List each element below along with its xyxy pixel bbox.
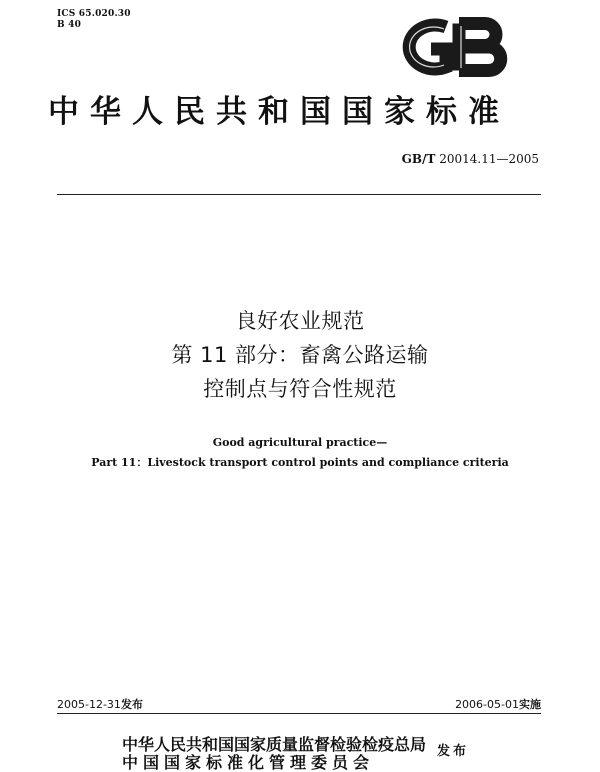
ics-code: ICS 65.020.30 [57, 9, 131, 19]
chinese-title [0, 304, 600, 406]
issue-date [57, 698, 143, 711]
publish-label: 发布 [437, 744, 470, 759]
english-title [0, 433, 600, 473]
gb-logo-g [409, 25, 446, 69]
english-title-line-1: Good agricultural practice— [212, 436, 388, 449]
issuer-aqsiq: 中华人民共和国国家质量监督检验检疫总局 [122, 735, 427, 754]
implementation-date [455, 698, 541, 711]
chinese-title-line-2: 第 11 部分：畜禽公路运输 [171, 343, 429, 367]
chinese-title-line-1: 良好农业规范 [235, 309, 365, 333]
english-title-line-2: Part 11：Livestock transport control points and compliance criteria [91, 456, 509, 469]
standard-number [402, 151, 539, 167]
top-divider [57, 194, 541, 195]
chinese-title-line-3: 控制点与符合性规范 [203, 377, 397, 401]
bottom-divider [57, 713, 541, 714]
classification-codes [57, 9, 131, 31]
national-standard-title: 中华人民共和国国家标准 [48, 94, 510, 130]
issue-date-value: 2005-12-31 [57, 698, 121, 711]
implementation-date-label: 实施 [519, 698, 541, 711]
ccs-code: B 40 [57, 20, 82, 30]
implementation-date-value: 2006-05-01 [455, 698, 519, 711]
gb-logo-b [459, 24, 501, 71]
issuer-sac: 中国国家标准化管理委员会 [122, 753, 375, 772]
issue-date-label: 发布 [120, 698, 143, 711]
standard-prefix: GB/T [401, 152, 436, 166]
gb-logo-icon [397, 17, 513, 77]
issuing-authorities [122, 736, 426, 772]
standard-code: 20014.11—2005 [439, 152, 539, 166]
